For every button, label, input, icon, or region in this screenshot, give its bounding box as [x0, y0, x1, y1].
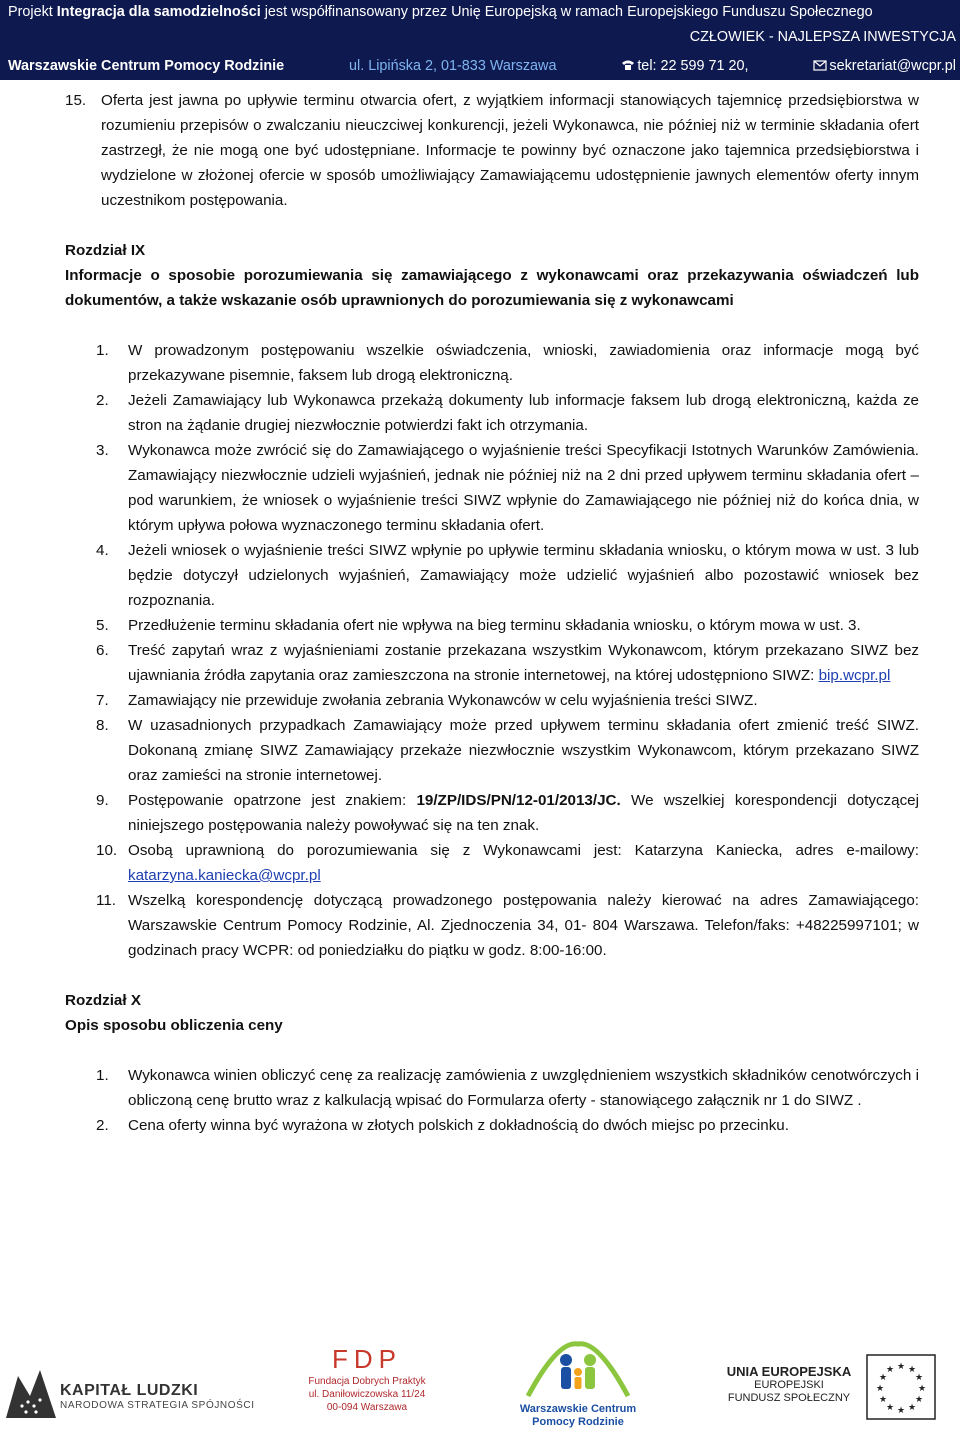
- item-text: Zamawiający nie przewiduje zwołania zebrania Wykonawców w celu wyjaśnienia treści SIWZ.: [128, 692, 758, 709]
- svg-text:★: ★: [907, 1365, 917, 1375]
- item-text: Wykonawca winien obliczyć cenę za realizację zamówienia z uwzględnieniem wszystkich składników cenotwórczych i obliczoną cenę brutto wraz z kalkulacją wpisać do Formularza oferty - stanowiącego załącznik nr 1 do SIWZ .: [128, 1067, 919, 1109]
- item-number: 11.: [96, 892, 116, 909]
- item-text: Oferta jest jawna po upływie terminu otwarcia ofert, z wyjątkiem informacji stanowiących tajemnicę przedsiębiorstwa w rozumieniu przepisów o zwalczaniu nieuczciwej konkurencji, jeżeli Wykonawca, nie później niż w terminie składania ofert zastrzegł, że nie mogą one być udostępniane. Informacje te powinny być oznaczone jako tajemnica przedsiębiorstwa i wydzielone w złożonej ofercie w sposób umożliwiający Zamawiającemu udostępnienie jawnych elementów oferty innym uczestnikom postępowania.: [101, 92, 919, 209]
- bip-link[interactable]: bip.wcpr.pl: [818, 667, 891, 684]
- ue-line1: UNIA EUROPEJSKA: [726, 1364, 852, 1379]
- project-suffix: jest współfinansowany przez Unię Europejską w ramach Europejskiego Funduszu Społecznego: [260, 4, 873, 20]
- eu-logo-text: [726, 1364, 852, 1405]
- phone: [621, 58, 748, 74]
- list-item: [65, 838, 919, 888]
- item-text: Wykonawca może zwrócić się do Zamawiającego o wyjaśnienie treści Specyfikacji Istotnych Warunków Zamówienia. Zamawiający niezwłocznie udzieli wyjaśnień, jednak nie później niż na 2 dni przed upływem terminu składania ofert – pod warunkiem, że wniosek o wyjaśnienie treści SIWZ wpłynie do Zamawiającego nie później niż do końca dnia, w którym upływa połowa wyznaczonego terminu składania ofert.: [128, 442, 919, 534]
- item-number: 2.: [96, 1117, 109, 1134]
- list-item: [65, 688, 919, 713]
- list-item: [65, 713, 919, 788]
- mail-icon: [813, 59, 827, 71]
- document-body: [65, 88, 919, 1138]
- list-item: [65, 538, 919, 613]
- kapital-ludzki-logo: [4, 1366, 58, 1420]
- item-text: Cena oferty winna być wyrażona w złotych polskich z dokładnością do dwóch miejsc po przecinku.: [128, 1117, 789, 1134]
- item-text: Jeżeli wniosek o wyjaśnienie treści SIWZ wpłynie po upływie terminu składania wniosku, o którym mowa w ust. 3 lub będzie dotyczył udzielonych wyjaśnień, Zamawiający może udzielić wyjaśnień albo pozostawić wniosek bez rozpoznania.: [128, 542, 919, 609]
- list-item: [65, 88, 919, 213]
- svg-text:★: ★: [917, 1384, 927, 1394]
- ue-line3: FUNDUSZ SPOŁECZNY: [727, 1392, 851, 1404]
- page-header: [0, 0, 960, 80]
- svg-text:★: ★: [885, 1403, 895, 1413]
- item-text: Postępowanie opatrzone jest znakiem:: [128, 792, 417, 809]
- svg-text:★: ★: [878, 1373, 888, 1383]
- fdp-name: Fundacja Dobrych Praktyk: [308, 1376, 426, 1387]
- list-item: [65, 438, 919, 538]
- fdp-address: ul. Daniłowiczowska 11/24: [308, 1389, 426, 1400]
- project-name: Integracja dla samodzielności: [56, 4, 261, 20]
- item-text: Treść zapytań wraz z wyjaśnieniami zostanie przekazana wszystkim Wykonawcom, którym przekazano SIWZ bez ujawniania źródła zapytania oraz zamieszczona na stronie internetowej, na której udostępniono SIWZ:: [128, 642, 919, 684]
- list-item: [65, 788, 919, 838]
- list-item: [65, 888, 919, 963]
- item-number: 10.: [96, 842, 118, 859]
- svg-text:★: ★: [896, 1362, 906, 1372]
- svg-text:★: ★: [878, 1395, 888, 1405]
- list-item: [65, 613, 919, 638]
- project-prefix: Projekt: [8, 4, 57, 20]
- fdp-letters: FDP: [332, 1344, 402, 1374]
- fdp-logo: [308, 1344, 426, 1414]
- email[interactable]: [813, 58, 956, 74]
- ue-line2: EUROPEJSKI: [754, 1379, 824, 1391]
- slogan: CZŁOWIEK - NAJLEPSZA INWESTYCJA: [689, 29, 956, 45]
- item-text: Jeżeli Zamawiający lub Wykonawca przekażą dokumenty lub informacje faksem lub drogą elektroniczną, każda ze stron na żądanie drugiej niezwłocznie potwierdzi fakt ich otrzymania.: [128, 392, 919, 434]
- kapital-ludzki-text: [60, 1382, 255, 1411]
- contact-bar: [8, 58, 956, 74]
- phone-icon: [621, 59, 635, 71]
- org-name: Warszawskie Centrum Pomocy Rodzinie: [8, 58, 285, 74]
- section-title: Rozdział X: [65, 992, 141, 1009]
- item-number: 2.: [96, 392, 109, 409]
- section-subtitle: Opis sposobu obliczenia ceny: [65, 1017, 283, 1034]
- kl-subtitle: NARODOWA STRATEGIA SPÓJNOŚCI: [60, 1400, 255, 1411]
- phone-number: tel: 22 599 71 20,: [637, 58, 749, 74]
- item-number: 1.: [96, 342, 109, 359]
- svg-text:★: ★: [914, 1373, 924, 1383]
- wcpr-logo: [510, 1338, 646, 1429]
- fdp-city: 00-094 Warszawa: [326, 1402, 408, 1413]
- item-number: 1.: [96, 1067, 109, 1084]
- item-text: Przedłużenie terminu składania ofert nie wpływa na bieg terminu składania wniosku, o którym mowa w ust. 3.: [128, 617, 861, 634]
- address: ul. Lipińska 2, 01-833 Warszawa: [349, 58, 557, 74]
- wcpr-name-1: Warszawskie Centrum: [519, 1403, 637, 1415]
- svg-text:★: ★: [896, 1406, 906, 1416]
- item-text: Wszelką korespondencję dotyczącą prowadzonego postępowania należy kierować na adres Zamawiającego: Warszawskie Centrum Pomocy Rodzinie, Al. Zjednoczenia 34, 01- 804 Warszawa. Telefon/faks: +48225997101; w godzinach pracy WCPR: od poniedziałku do piątku w godz. 8:00-16:00.: [128, 892, 919, 959]
- family-icon: [518, 1338, 638, 1398]
- list-item: [65, 388, 919, 438]
- item-text: W uzasadnionych przypadkach Zamawiający może przed upływem terminu składania ofert zmienić treść SIWZ. Dokonaną zmianę SIWZ Zamawiający przekaże niezwłocznie wszystkim Wykonawcom, którym przekazano SIWZ oraz zamieści na stronie internetowej.: [128, 717, 919, 784]
- list-item: [65, 338, 919, 388]
- item-text: Osobą uprawnioną do porozumiewania się z Wykonawcami jest: Katarzyna Kaniecka, adres e-mailowy:: [128, 842, 919, 859]
- project-banner: [8, 4, 873, 20]
- item-number: 4.: [96, 542, 109, 559]
- kl-name: KAPITAŁ LUDZKI: [60, 1382, 199, 1399]
- item-number: 5.: [96, 617, 109, 634]
- list-item: [65, 1063, 919, 1113]
- svg-text:★: ★: [914, 1395, 924, 1405]
- section-10-list: [65, 1063, 919, 1138]
- svg-text:★: ★: [875, 1384, 885, 1394]
- section-title: Rozdział IX: [65, 242, 146, 259]
- list-item: [65, 638, 919, 688]
- item-text-cont: We wszelkiej korespondencji dotyczącej niniejszego postępowania należy powoływać się na ten znak.: [128, 792, 919, 834]
- page-footer: [0, 1330, 960, 1428]
- item-number: 8.: [96, 717, 109, 734]
- wcpr-name-2: Pomocy Rodzinie: [532, 1416, 624, 1428]
- email-address[interactable]: sekretariat@wcpr.pl: [829, 58, 956, 74]
- item-text: W prowadzonym postępowaniu wszelkie oświadczenia, wnioski, zawiadomienia oraz informacje mogą być przekazywane pisemnie, faksem lub drogą elektroniczną.: [128, 342, 919, 384]
- item-number: 6.: [96, 642, 109, 659]
- item-number: 7.: [96, 692, 109, 709]
- section-9-list: [65, 338, 919, 963]
- list-item: [65, 1113, 919, 1138]
- item-number: 9.: [96, 792, 109, 809]
- svg-text:★: ★: [907, 1403, 917, 1413]
- case-number: 19/ZP/IDS/PN/12-01/2013/JC.: [416, 792, 621, 809]
- item-number: 15.: [65, 92, 87, 109]
- item-number: 3.: [96, 442, 109, 459]
- eu-flag-icon: [866, 1354, 936, 1420]
- section-subtitle: Informacje o sposobie porozumiewania się zamawiającego z wykonawcami oraz przekazywania oświadczeń lub dokumentów, a także wskazanie osób uprawnionych do porozumiewania się z wykonawcami: [65, 267, 919, 309]
- svg-text:★: ★: [885, 1365, 895, 1375]
- email-link[interactable]: katarzyna.kaniecka@wcpr.pl: [128, 867, 321, 884]
